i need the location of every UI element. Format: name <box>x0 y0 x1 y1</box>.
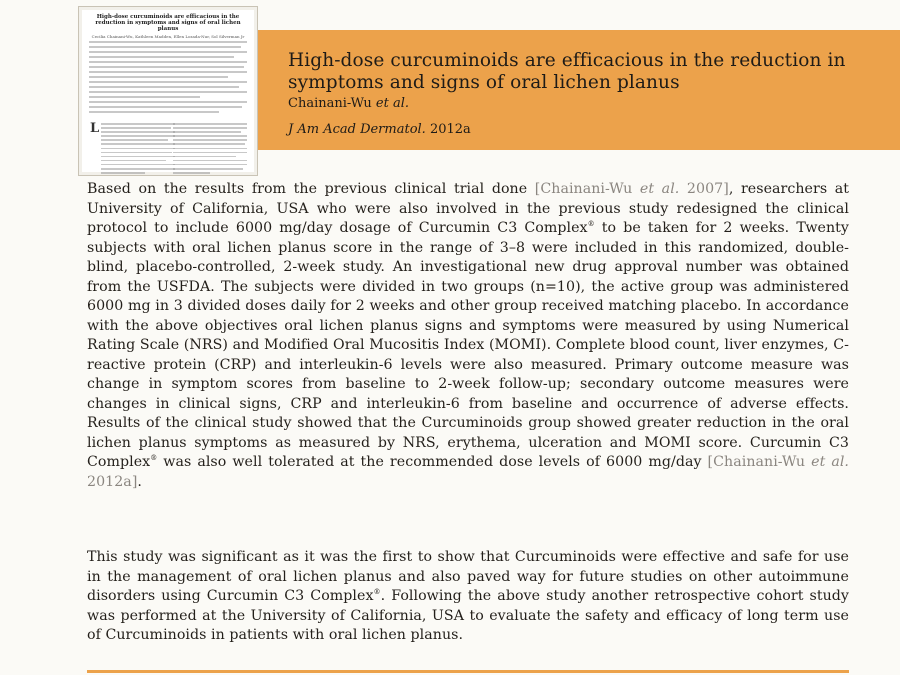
reference-2012a: [Chainani-Wu et al. 2012a] <box>87 454 849 490</box>
p2-text-a: This study was significant as it was the first to show that Curcuminoids were effective and safe for use in the management of oral lichen planus and also paved way for future studies on other autoimmune disorders using Curcumin C3 Complex <box>87 549 849 604</box>
thumbnail-authors: Cecilia Chainani-Wu, Kathleen Madden, Ellen Lozada-Nur, Sol Silverman Jr <box>91 34 245 39</box>
thumbnail-title: High-dose curcuminoids are efficacious in the reduction in symptoms and signs of oral lichen planus <box>95 14 241 32</box>
thumbnail-dropcap: L <box>90 121 100 136</box>
article-title: High-dose curcuminoids are efficacious in the reduction in symptoms and signs of oral lichen planus <box>288 50 846 93</box>
thumbnail-column-left <box>101 123 175 176</box>
p1-text-d: was also well tolerated at the recommended dose levels of 6000 mg/day <box>157 454 708 470</box>
author-etal: et al. <box>375 96 410 111</box>
p2-text-b: . Following the above study another retrospective cohort study was performed at the University of California, USA to evaluate the safety and efficacy of long term use of Curcuminoids in patients with oral lichen planus. <box>87 588 849 643</box>
thumbnail-column-right <box>173 123 247 176</box>
reference-2007: [Chainani-Wu et al. 2007] <box>534 181 729 197</box>
p1-text-c: to be taken for 2 weeks. Twenty subjects with oral lichen planus score in the range of 3–8 were included in this randomized, double-blind, placebo-controlled, 2-week study. An investigational new drug approval number was obtained from the USFDA. The subjects were divided in two groups (n=10), the active group was administered 6000 mg in 3 divided doses daily for 2 weeks and other group received matching placebo. In accordance with the above objectives oral lichen planus signs and symptoms were measured by using Numerical Rating Scale (NRS) and Modified Oral Mucositis Index (MOMI). Complete blood count, liver enzymes, C-reactive protein (CRP) and interleukin-6 levels were also measured. Primary outcome measure was change in symptom scores from baseline to 2-week follow-up; secondary outcome measures were changes in clinical signs, CRP and interleukin-6 from baseline and occurrence of adverse effects. Results of the clinical study showed that the Curcuminoids group showed greater reduction in the oral lichen planus symptoms as measured by NRS, erythema, ulceration and MOMI score. Curcumin C3 Complex <box>87 220 849 470</box>
citation-year: 2012a <box>429 122 471 137</box>
author-name: Chainani-Wu <box>288 96 372 111</box>
article-authors <box>288 96 409 111</box>
article-thumbnail <box>78 6 258 176</box>
journal-name: J Am Acad Dermatol. <box>288 122 426 137</box>
thumbnail-abstract-lines <box>89 41 247 116</box>
body-paragraph-1 <box>87 180 849 492</box>
p1-text-b: , researchers at University of California, USA who were also involved in the previous study redesigned the clinical protocol to include 6000 mg/day dosage of Curcumin C3 Complex <box>87 181 849 236</box>
p1-text-a: Based on the results from the previous clinical trial done <box>87 181 535 197</box>
registered-mark: ® <box>373 588 381 596</box>
registered-mark: ® <box>150 454 158 462</box>
body-paragraph-2 <box>87 548 849 646</box>
bottom-accent-rule <box>87 670 849 673</box>
article-citation <box>288 122 471 137</box>
registered-mark: ® <box>587 220 595 228</box>
p1-end: . <box>137 473 142 490</box>
